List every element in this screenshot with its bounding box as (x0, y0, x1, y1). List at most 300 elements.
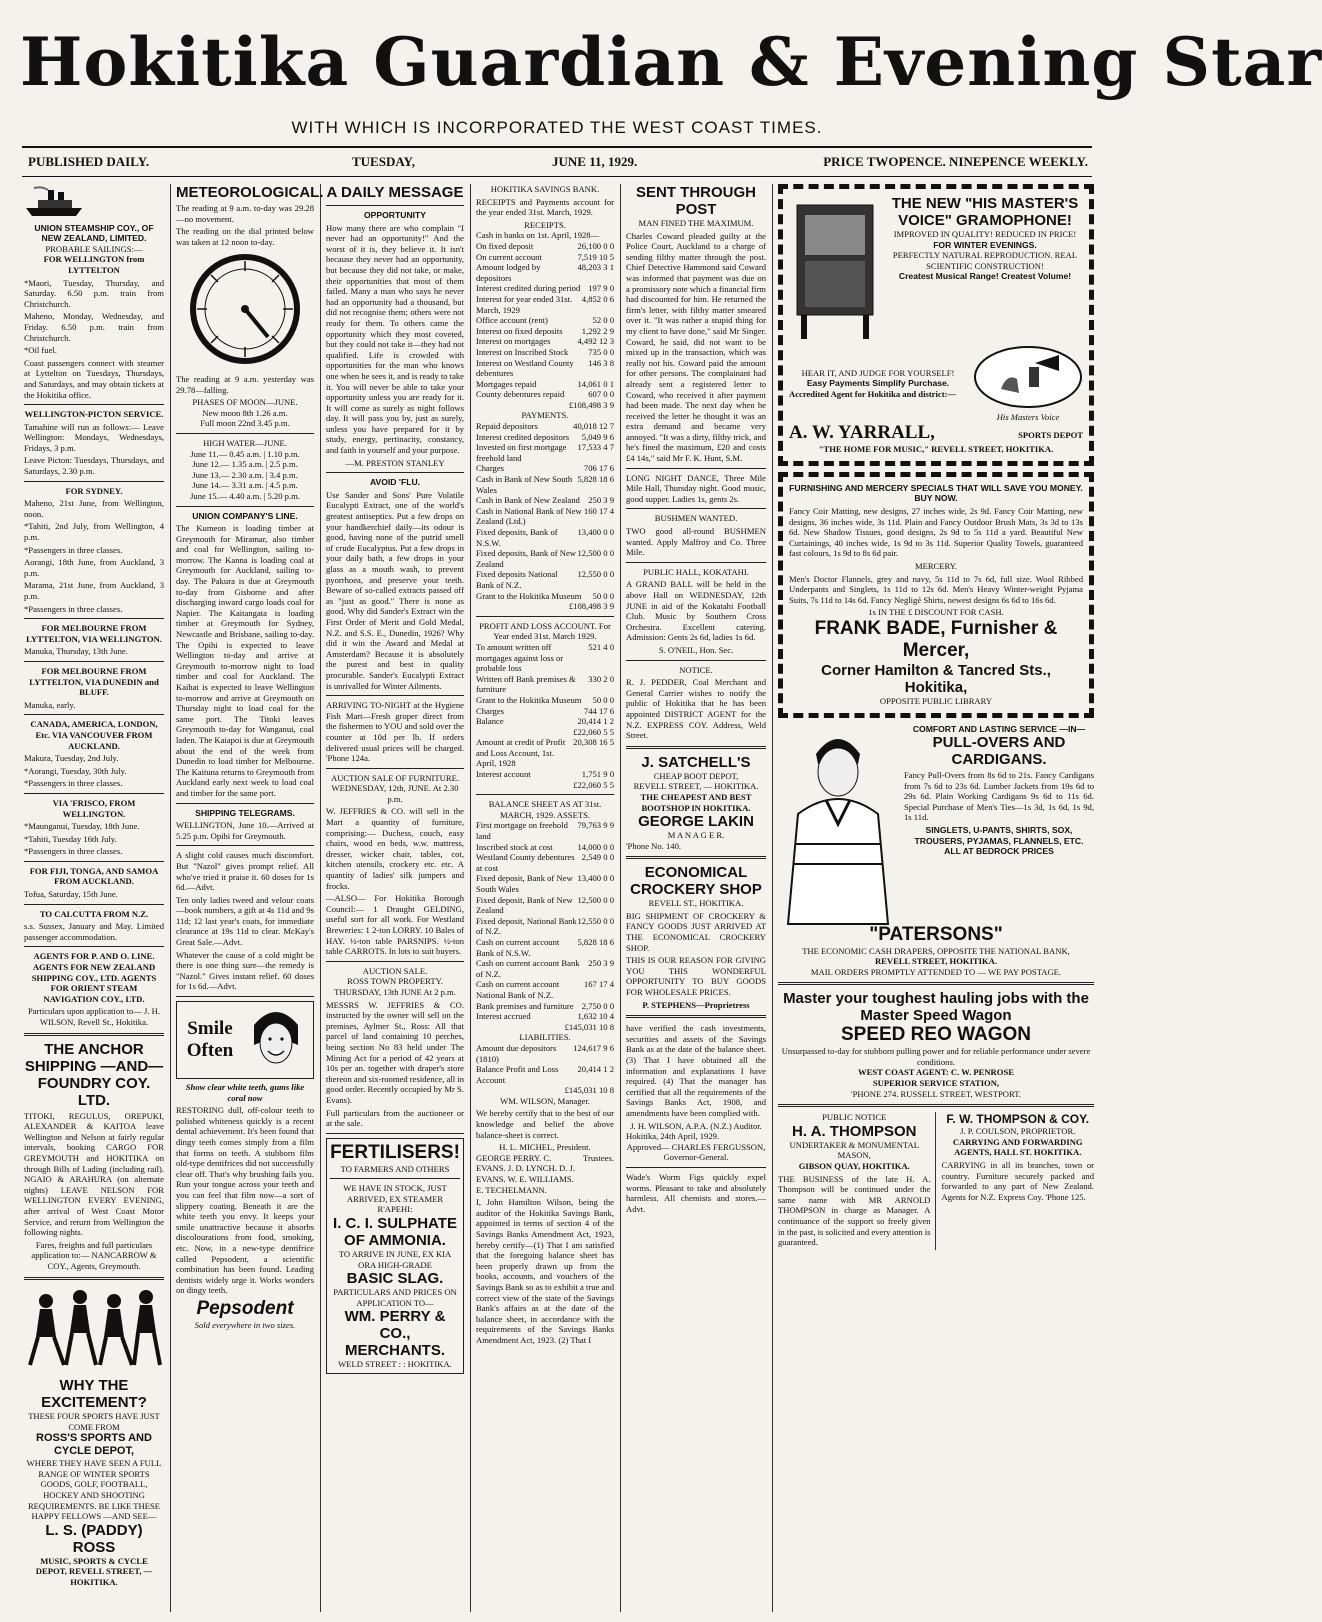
account-amount: 197 9 0 (588, 283, 614, 294)
shipping-telegrams-heading: SHIPPING TELEGRAMS. (195, 807, 295, 818)
patersons-line: SINGLETS, U-PANTS, SHIRTS, SOX, TROUSERS, PYJAMAS, FLANNELS, ETC. (914, 825, 1084, 846)
account-label: Amount at credit of Profit and Loss Account, 1st. April, 1928 (476, 737, 566, 769)
high-water-heading: HIGH WATER—JUNE. (203, 437, 287, 448)
account-row (476, 895, 614, 916)
account-amount: 744 17 6 (583, 705, 614, 716)
account-row (476, 442, 614, 463)
account-label: Charges (476, 705, 505, 716)
ross-line: THESE FOUR SPORTS HAVE JUST COME FROM (28, 1411, 160, 1432)
account-row (476, 1043, 614, 1064)
moon-heading: PHASES OF MOON—JUNE. (192, 397, 298, 408)
fertilisers-merchant: WM. PERRY & CO., MERCHANTS. (344, 1308, 446, 1360)
account-label: Interest on mortgages (476, 336, 551, 347)
account-amount: 20,308 16 5 (573, 737, 614, 748)
man-in-pullover-illustration (778, 724, 898, 924)
notice-heading: NOTICE. (679, 664, 713, 675)
account-row (476, 820, 614, 841)
account-amount: 167 17 4 (583, 979, 614, 990)
lakin-title: M A N A G E R. (667, 830, 725, 841)
avoid-flu-text: Use Sander and Sons' Pure Volatile Eucalypti Extract, one of the world's greatest antiseptics. Put a few drops on your handkerchief daily—its odour is good, having none of the putrid smell of crude Eucalyptus. Put a few drops in your daily bath, a few drops in your glass as a mouth wash, to prevent pyorrhoea, and preserve your teeth. Beware of so-called extracts passed off as "just as good." There is none as good. Why did Sander's Extract win the First Order of Merit and Gold Medal, N.Z. and S.S. E., Dunedin, 1926? Why did it win the Award and Medal at Amsterdam? Because it is absolutely the purest and best in quality procurable. Sander's Eucalypti Extract is unrivalled for Winter Ailments. (326, 489, 464, 691)
auction-heading: AUCTION SALE OF FURNITURE. (331, 772, 459, 783)
sailing-text: Marama, 21st June, from Auckland, 3 p.m. (24, 580, 164, 601)
account-label: Interest credited during period (476, 283, 581, 294)
account-label: County debentures repaid (476, 389, 565, 400)
satchell-heading: J. SATCHELL'S (641, 753, 751, 771)
sailing-text: *Passengers in three classes. (24, 603, 123, 614)
account-row (476, 283, 614, 294)
account-label: Interest on Inscribed Stock (476, 346, 569, 357)
hmv-logo-caption: His Masters Voice (996, 411, 1060, 422)
auction-also: —ALSO— For Hokitika Borough Council:— 1 Draught GELDING, useful sort for all work. For Westland Breweries: 1 2-ton LORRY. 10 Bales of HAY. ½-ton table PARSNIPS. ½-ton table CARROTS. In lots to suit buyers. (326, 893, 464, 957)
account-row (476, 421, 614, 432)
bade-mercery-heading: MERCERY. (914, 560, 958, 571)
account-amount: 7,519 10 5 (577, 251, 614, 262)
account-label: On current account (476, 251, 542, 262)
patersons-line: COMFORT AND LASTING SERVICE —IN— (912, 723, 1086, 734)
union-line-heading: UNION COMPANY'S LINE. (192, 510, 298, 521)
section-heading: TO CALCUTTA FROM N.Z. (39, 908, 149, 919)
account-amount: 20,414 1 2 (577, 1064, 614, 1075)
fw-thompson-text: CARRYING in all its branches, town or country. Furniture securely packed and forwarded to any part of New Zealand. Agents for N.Z. Express Coy. 'Phone 125. (941, 1160, 1094, 1202)
fertilisers-line: TO FARMERS AND OTHERS (340, 1163, 450, 1174)
auditor-date: Hokitika, 24th April, 1929. (626, 1131, 720, 1142)
gramophone-line: IMPROVED IN QUALITY! REDUCED IN PRICE! (893, 229, 1077, 239)
balance-sheet-heading: BALANCE SHEET AS AT 31st. MARCH, 1929. ASSETS. (488, 799, 602, 820)
fish-mart-text: ARRIVING TO-NIGHT at the Hygiene Fish Mart—Fresh groper direct from the fishermen to YOU and sold over the counter at 10d per lb. If orders delivered usual prices will be charged. 'Phone 124a. (326, 700, 464, 764)
payments-table (476, 421, 614, 612)
account-row (476, 979, 614, 1000)
fw-thompson-advert (942, 1112, 1095, 1250)
account-amount: 1,751 9 0 (581, 769, 614, 780)
fertilisers-product: BASIC SLAG. (346, 1270, 444, 1288)
gramophone-advert (778, 184, 1094, 466)
bade-list: Men's Doctor Flannels, grey and navy, 5s 11d to 7s 6d, full size. Wool Ribbed Underpants and Singlets, 1s 11d to 12s 6d. Men's Heavy Winter-weight Pyjama Suits, 7s 11d to 14s 6d. Fancy Negligé Shirts, newest designs 6s 6d to 16s 6d. (789, 573, 1083, 605)
gramophone-line: Easy Payments Simplify Purchase. (806, 378, 950, 389)
account-row (476, 358, 614, 379)
account-amount: 40,018 12 7 (573, 421, 614, 432)
account-row (476, 506, 614, 527)
section-heading: FOR WELLINGTON from LYTTELTON (43, 254, 145, 275)
pepsodent-advert (176, 1001, 314, 1079)
account-amount: 12,550 0 0 (577, 915, 614, 926)
pepsodent-text: RESTORING dull, off-colour teeth to polished whiteness quickly is a recent dental achievement. It's been found that dingy teeth comes simply from a film that forms on teeth. A stubborn film old-type dentifrices did not successfully clear off. That's why brushing fails you. Run your tongue across your teeth and you can feel that film now—a sort of slippery coating. Beneath it are the white teeth you envy. It keeps your smile unattractive because it absorbs discolourations from food, smoking, etc. Now, in a new-type dentifrice called Pepsodent, a scientific combination has been found. Leading dentists widely urge it. Works wonders on dingy teeth. (176, 1105, 314, 1296)
account-amount: £22,060 5 5 (573, 779, 614, 790)
account-amount: 17,533 4 7 (577, 442, 614, 453)
account-row (476, 241, 614, 252)
his-masters-voice-logo-icon (973, 345, 1083, 409)
gramophone-cabinet-illustration (789, 195, 881, 345)
patersons-heading: PULL-OVERS AND CARDIGANS. (932, 734, 1066, 769)
gramophone-heading: THE NEW "HIS MASTER'S VOICE" GRAMOPHONE! (891, 195, 1079, 229)
sailing-text: Leave Picton: Tuesdays, Thursdays, and Saturdays, 2.30 p.m. (24, 455, 164, 477)
column-advertisements (778, 184, 1094, 1612)
satchell-line: CHEAP BOOT DEPOT, (653, 770, 739, 781)
account-label: Amount due depositors (1810) (476, 1042, 557, 1064)
account-row (476, 1022, 614, 1033)
account-amount: 20,414 1 2 (577, 716, 614, 727)
sailing-text: Manuka, Thursday, 13th June. (24, 646, 128, 657)
account-row (476, 252, 614, 263)
opportunity-heading: OPPORTUNITY (363, 210, 427, 220)
account-amount: 1,292 2 9 (581, 325, 614, 336)
lakin-name: GEORGE LAKIN (638, 813, 754, 831)
reo-line: Unsurpassed to-day for stubborn pulling power and for reliable performance under severe conditions. (781, 1046, 1091, 1067)
bade-discount: 1s IN THE £ DISCOUNT FOR CASH. (868, 607, 1004, 618)
thompson-advert (778, 1112, 936, 1250)
anchor-heading: THE ANCHOR SHIPPING —AND— FOUNDRY COY. LTD. (24, 1040, 164, 1109)
crockery-text: THIS IS OUR REASON FOR GIVING YOU THIS WONDERFUL OPPORTUNITY TO BUY GOODS FOR WHOLESALE PRICES. (626, 955, 766, 998)
dateline (22, 154, 1092, 174)
account-amount: £145,031 10 8 (564, 1085, 614, 1096)
bade-location: OPPOSITE PUBLIC LIBRARY (879, 695, 993, 706)
account-label: Interest for year ended 31st. March, 1929 (476, 293, 573, 315)
account-row (476, 937, 614, 958)
masthead (0, 0, 1322, 170)
auditor-text: I, John Hamilton Wilson, being the auditor of the Hokitika Savings Bank, appointed in terms of section 4 of the Savings Banks Amendment Act, 1923, hereby certify—(1) That I am satisfied that the foregoing balance sheet has been properly drawn up from the books, accounts, and vouchers of the Savings Bank so as to exhibit a true and correct view of the state of the Savings Bank's affairs as at the date of the balance sheet, in accordance with the requirements of the Savings Banks Amendment Act, 1923. (2) That I (476, 1197, 614, 1345)
sailing-text: *Oil fuel. (24, 345, 57, 356)
avoid-flu-heading: AVOID 'FLU. (369, 477, 421, 488)
account-label: Mortgages repaid (476, 378, 537, 389)
auction-sale-heading: AUCTION SALE. (362, 965, 428, 976)
masthead-title: Hokitika Guardian & Evening Star (20, 23, 1322, 101)
reo-station: SUPERIOR SERVICE STATION, (872, 1078, 1000, 1089)
account-amount: 124,617 9 6 (573, 1042, 614, 1053)
high-water-row: June 12.— 1.35 a.m. | 2.5 p.m. (192, 459, 298, 470)
account-amount: £22,060 5 5 (573, 726, 614, 737)
account-label: Interest accrued (476, 1011, 531, 1022)
dance-notice: LONG NIGHT DANCE, Three Mile Mile Hall, Thursday night. Good music, good supper. Ladies 1s, gents 2s. (626, 472, 766, 504)
moon-phase: Full moon 22nd 3.45 p.m. (200, 418, 290, 429)
account-row (476, 527, 614, 548)
liabilities-table (476, 1043, 614, 1096)
fertilisers-line: TO ARRIVE IN JUNE, EX KIA ORA HIGH-GRADE (338, 1249, 452, 1270)
account-row (476, 315, 614, 326)
thompson-address: GIBSON QUAY, HOKITIKA. (798, 1161, 910, 1172)
account-label: Cash on current account National Bank of N.Z. (476, 979, 560, 1000)
advert-text: A slight cold causes much discomfort. But "Nazol" gives prompt relief. All who've tried it praise it. 60 doses for 1s 6d.—Advt. (176, 850, 314, 893)
account-label: Cash on current account Bank of N.S.W. (476, 936, 560, 958)
account-amount: 607 0 0 (588, 389, 614, 400)
sailing-text: *Maori, Tuesday, Thursday, and Saturday. 6.50 p.m. train from Christchurch. (24, 277, 164, 309)
account-label: Interest credited depositors (476, 431, 570, 442)
account-amount: 14,061 0 1 (577, 378, 614, 389)
agents-contact: Particulars upon application to— J. H. WILSON, Revell St., Hokitika. (28, 1006, 160, 1027)
anchor-fares: Fares, freights and full particulars application to:— NANCARROW & COY., Agents, Greymouth. (31, 1239, 157, 1271)
account-label: Balance Profit and Loss Account (476, 1064, 559, 1085)
account-row (476, 780, 614, 791)
account-amount: 5,828 18 6 (577, 936, 614, 947)
met-text: The reading at 9 a.m. to-day was 29.28—no movement. (176, 203, 314, 224)
payments-heading: PAYMENTS. (521, 410, 569, 421)
notice-text: R. J. PEDDER, Coal Merchant and General Carrier wishes to notify the public of Hokitika that he has been appointed DISTRICT AGENT for the N.Z. EXPRESS COY. Address, Weld Street. (626, 677, 766, 741)
sailing-text: Manuka, early. (24, 699, 76, 710)
gramophone-line: Accredited Agent for Hokitika and district:— (789, 388, 957, 399)
account-row (476, 474, 614, 495)
satchell-line: THE CHEAPEST AND BEST BOOTSHOP IN HOKITIKA. (640, 791, 752, 813)
account-row (476, 262, 614, 283)
column-daily-message (326, 184, 464, 1612)
high-water-row: June 11.— 0.45 a.m. | 1.10 p.m. (190, 448, 300, 459)
section-heading: FOR FIJI, TONGA, AND SAMOA FROM AUCKLAND. (29, 865, 159, 887)
bushmen-text: TWO good all-round BUSHMEN wanted. Apply Malfroy and Co. Three Mile. (626, 526, 766, 558)
sailing-text: *Aorangi, Tuesday, 30th July. (24, 765, 127, 776)
account-row (476, 1064, 614, 1085)
ross-heading: ROSS'S SPORTS AND CYCLE DEPOT, (36, 1432, 152, 1458)
sailing-text: *Tahiti, 2nd July, from Wellington, 4 p.m. (24, 521, 164, 543)
anchor-body: TITOKI, REGULUS, OREPUKI, ALEXANDER & KAITOA leave Wellington and Nelson at fairly regular intervals, booking CARGO FOR GREYMOUTH and HOKITIKA on through Bills of Lading (including rail). NGAIO & ARAHURA (on alternate nights) LEAVE NELSON FOR WELLINGTON EVERY EVENING, after arrival of West Coast Motor Service, and return from Wellington the following nights. (24, 1110, 164, 1238)
barometer-dial-icon (176, 249, 314, 369)
fertilisers-heading: FERTILISERS! (330, 1141, 460, 1163)
account-row (476, 495, 614, 506)
patersons-list: Fancy Pull-Overs from 8s 6d to 21s. Fancy Cardigans from 7s 6d to 23s 6d. Lumber Jackets from 19s 6d to 29s 6d. Plain Working Cardigans 9s 6d to 11s 6d. Special Purchase of Men's Ties—1s 3d, 1s 6d, 1s 9d, 1s 11d. (904, 770, 1094, 823)
account-row (476, 294, 614, 315)
account-label: Invested on first mortgage freehold land (476, 442, 567, 463)
union-line-text: The Kumeon is loading timber at Greymouth for Miramar, also timber and coal for Wellington, sailing to-morrow. The Kanna is loading coal at Greymouth for Auckland, sailing to-day. The Pakura is due at Greymouth to-day from Gisborne and after discharging inward cargo loads coal for Napier. The Kaitangata is loading timber at Greymouth for Sydney, Newcastle and Brisbane, sailing to-day. The Opihi is expected to leave Wellington to-day and arrive at Greymouth to-morrow night to load timber and coal for Auckland. The Kaihai is expected to leave Wellington to-morrow and arrive at Greymouth on Thursday night to load coal for the same port. The Titoki leaves Greymouth to-day for Wanganui, coal laden. The Kaiapoi is due at Greymouth about the end of the week from Dunedin to load timber for Melbourne. The Kaituna returns to Greymouth from Auckland early next week to load coal and timber for the same port. (176, 523, 314, 798)
crockery-heading: ECONOMICAL CROCKERY SHOP (630, 864, 762, 899)
profit-loss-table (476, 642, 614, 790)
yarrall-depot: SPORTS DEPOT (1018, 430, 1083, 441)
account-label: Interest on fixed deposits (476, 325, 563, 336)
patersons-advert (778, 724, 1094, 978)
fertilisers-address: WELD STREET : : HOKITIKA. (338, 1359, 452, 1370)
trustees-label: Trustees. (583, 1152, 614, 1163)
auditor-continued: have verified the cash investments, securities and assets of the Savings Bank as at the date of the balance sheet. (3) That I have obtained all the information and explanations I have required. (4) That the manager has certified that all the requirements of the Savings Banks Act, 1908, and amendments have been complied with. (626, 1023, 766, 1118)
account-amount: 160 17 4 (583, 505, 614, 516)
account-amount: 330 2 0 (588, 673, 614, 684)
crockery-text: BIG SHIPMENT OF CROCKERY & FANCY GOODS JUST ARRIVED AT THE ECONOMICAL CROCKERY SHOP. (626, 910, 766, 953)
account-row (476, 769, 614, 780)
thompson-trade: UNDERTAKER & MONUMENTAL MASON, (789, 1139, 919, 1161)
section-heading: CANADA, AMERICA, LONDON, Etc. VIA VANCOUVER FROM AUCKLAND. (30, 719, 158, 751)
account-label: Cash in banks on 1st. April, 1928— (476, 230, 600, 241)
ross-body: WHERE THEY HAVE SEEN A FULL RANGE OF WINTER SPORTS GOODS, GOLF, FOOTBALL, HOCKEY AND SHOOTING REQUIREMENTS. BE LIKE THESE HAPPY FELLOWS —AND SEE— (26, 1458, 162, 1522)
smiling-woman-illustration (244, 1005, 308, 1075)
sailing-text: Tofua, Saturday, 15th June. (24, 889, 118, 900)
bushmen-heading: BUSHMEN WANTED. (654, 513, 738, 524)
account-amount: £108,498 3 9 (568, 601, 614, 612)
account-label: Cash in Bank of New South Wales (476, 474, 573, 495)
account-row (476, 230, 614, 241)
account-amount: 4,492 12 3 (577, 336, 614, 347)
savings-bank-heading: HOKITIKA SAVINGS BANK. (490, 184, 600, 194)
account-row (476, 958, 614, 979)
daily-message-author: —M. PRESTON STANLEY (345, 457, 445, 468)
satchell-line: REVELL STREET, — HOKITIKA. (633, 781, 759, 792)
sent-through-post-text: Charles Coward pleaded guilty at the Police Court, Auckland to a charge of sending filthy matter through the post. Chief Detective Hammond said Coward was informed that payment was due on a promissory note which a financial firm had discounted for him. He returned the firm's letter, with filthy matter smeared over it. "It was rather a stupid thing for my client to have done," said Mr Singer. Coward, he said, did not want to be mixed up in the transaction, which was really not his. Coward paid the amount for other persons. The complainant had already sent a registered letter to Coward, who received it after payment had been made. The next day when he received the letter he thought it was an extra demand and became very annoyed. "It was a dirty, filthy trick, and he's fined the maximum, £20 and costs £4 14s," said Mr F. K. Hunt, S.M. (626, 230, 766, 464)
thompson-text: THE BUSINESS of the late H. A. Thompson will be continued under the same name with MR ARNOLD THOMPSON in charge as Manager. A continuance of the support so freely given in the past, is solicited and every attention is guaranteed. (778, 1173, 931, 1248)
account-amount: 2,750 0 0 (581, 1000, 614, 1011)
auction-property: ROSS TOWN PROPERTY. (347, 976, 443, 987)
worm-figs-advert: Wade's Worm Figs quickly expel worms. Pleasant to take and absolutely harmless. All chemists and stores.—Advt. (626, 1171, 766, 1214)
crockery-proprietor: P. STEPHENS—Proprietress (642, 999, 750, 1010)
account-amount: 4,852 0 6 (581, 293, 614, 304)
sailing-text: Tamahine will run as follows:— Leave Wellington: Mondays, Wednesdays, Fridays, 3 p.m. (24, 421, 164, 453)
patersons-line: ALL AT BEDROCK PRICES (944, 846, 1054, 857)
reo-wagon-advert (778, 990, 1094, 1099)
account-amount: 52 0 0 (592, 315, 614, 326)
gramophone-line: Createst Musical Range! Createst Volume! (898, 271, 1072, 282)
account-row (476, 737, 614, 769)
account-label: Inscribed stock at cost (476, 841, 553, 852)
governor-approval: Approved— CHARLES FERGUSSON, Governor-General. (626, 1141, 766, 1163)
column-meteorological (176, 184, 324, 1612)
sailing-text: Maheno, Monday, Wednesday, and Friday. 6.50 p.m. train from Christchurch. (24, 311, 164, 343)
auction-text: MESSRS W. JEFFRIES & CO. instructed by the owner will sell on the premises, Aylmer St., Ross: All that parcel of land containing 10 perches, being section No 83 held under The Mining Act for a period of 42 years at 10s per an. together with draper's store thereon and six-roomed residence, all in good order. Recently occupied by Mr S. Evans). (326, 999, 464, 1105)
high-water-row: June 14.— 3.31 a.m. | 4.5 p.m. (192, 480, 298, 491)
account-row (476, 842, 614, 853)
reo-agent: WEST COAST AGENT: C. W. PENROSE (858, 1067, 1014, 1078)
masthead-rule-bottom (22, 176, 1092, 177)
sailing-text: Maheno, 21st June, from Wellington, noon. (24, 498, 164, 519)
account-label: Fixed deposit, National Bank of N.Z. (476, 915, 577, 937)
bade-address: Corner Hamilton & Tancred Sts., Hokitika, (821, 661, 1051, 696)
fw-thompson-name: F. W. THOMPSON & COY. (946, 1112, 1090, 1127)
patersons-line: REVELL STREET, HOKITIKA. (874, 956, 998, 967)
reo-name: SPEED REO WAGON (840, 1024, 1032, 1046)
account-label: Cash in National Bank of New Zealand (Ltd.) (476, 505, 582, 527)
sailing-text: Aorangi, 18th June, from Auckland, 3 p.m. (24, 557, 164, 578)
account-row (476, 601, 614, 612)
fw-thompson-proprietor: J. P. COULSON, PROPRIETOR. (960, 1126, 1076, 1137)
smile-heading: Smile Often (186, 1018, 234, 1062)
auction-particulars: Full particulars from the auctioneer or at the sale. (326, 1107, 464, 1129)
account-row (476, 642, 614, 674)
certification-text: We hereby certify that to the best of our knowledge and belief the above balance-sheet is correct. (476, 1108, 614, 1140)
account-label: Cash on current account Bank of N.Z. (476, 958, 580, 979)
auction-text: W. JEFFRIES & CO. will sell in the Mart a quantity of furniture, comprising:— Duchess, couch, easy chairs, wood en beds, w.w. mattress, dresser, wicker chair, tables, cot, kitchen utensils, crockery etc. etc. A quantity of ladies' silk jumpers and frocks. (326, 806, 464, 891)
reo-address: 'PHONE 274. RUSSELL STREET, WESTPORT. (851, 1088, 1021, 1099)
account-label: Interest on Westland County debentures (476, 357, 574, 379)
ball-heading: PUBLIC HALL, KOKATAHI. (643, 566, 749, 577)
account-row (476, 347, 614, 358)
sailing-text: *Tahiti, Tuesday 16th July. (24, 833, 117, 844)
account-label: On fixed deposit (476, 240, 534, 251)
account-row (476, 432, 614, 443)
account-label: Grant to the Hokitika Museum (476, 590, 582, 601)
smile-subheading: Show clear white teeth, gums like coral now (185, 1082, 305, 1103)
account-row (476, 591, 614, 602)
section-heading: FOR SYDNEY. (65, 485, 123, 496)
fw-thompson-line: CARRYING AND FORWARDING AGENTS, HALL ST. HOKITIKA. (952, 1136, 1083, 1158)
column-divider (772, 184, 773, 1612)
account-label: Office account (rent) (476, 315, 548, 326)
account-row (476, 695, 614, 706)
section-heading: FOR MELBOURNE FROM LYTTELTON, VIA DUNEDIN and BLUFF. (29, 665, 159, 698)
sailing-text: *Passengers in three classes. (24, 544, 123, 555)
account-amount: 521 4 0 (588, 641, 614, 652)
account-label: Interest account (476, 769, 531, 780)
account-row (476, 548, 614, 569)
bade-list: Fancy Coir Matting, new designs, 27 inches wide, 2s 9d. Fancy Coir Matting, new designs, 36 inches wide, 3s 11d. Plain and Fancy Outdoor Brush Mats, 3s 3d to 13s 6d. New Shadow Tissues, good designs, 2s 9d to 5s 11d a yard. Beautiful New Curtainings, 40 inches wide, 1s 9d to 3s 11d. Superior Quality Towels, guaranteed fast colours, 1s 9d to 8s 6d pair. (789, 505, 1083, 559)
section-heading: FOR MELBOURNE FROM LYTTELTON, VIA WELLINGTON. (26, 623, 162, 644)
patersons-line: MAIL ORDERS PROMPTLY ATTENDED TO — WE PAY POSTAGE. (810, 966, 1062, 977)
fertilisers-line: WE HAVE IN STOCK, JUST ARRIVED, EX STEAMER R'APEHI: (343, 1183, 447, 1215)
sports-figures-illustration (24, 1285, 164, 1375)
sent-through-post-heading: SENT THROUGH POST (636, 184, 756, 218)
account-row (476, 727, 614, 738)
agents-text: AGENTS FOR P. AND O. LINE. AGENTS FOR NEW ZEALAND SHIPPING COY., LTD. AGENTS FOR ORIENT STEAM NAVIGATION COY., LTD. (31, 951, 157, 1004)
account-label: Bank premises and furniture (476, 1000, 574, 1011)
account-amount: 250 3 9 (588, 958, 614, 969)
section-heading: WELLINGTON-PICTON SERVICE. (24, 409, 164, 420)
profit-loss-heading: PROFIT AND LOSS ACCOUNT. For Year ended 31st. March 1929. (479, 620, 611, 642)
account-label: To amount written off mortgages against loss or probable loss (476, 641, 564, 674)
account-label: Fixed deposit, Bank of New Zealand (476, 894, 573, 916)
daily-message-heading: A DAILY MESSAGE (326, 184, 464, 201)
account-amount: 13,400 0 0 (577, 527, 614, 537)
account-amount: £145,031 10 8 (564, 1021, 614, 1032)
day-label: TUESDAY, (352, 154, 415, 169)
account-amount: 13,400 0 0 (577, 873, 614, 884)
account-amount: 14,000 0 0 (577, 841, 614, 852)
yarrall-name: A. W. YARRALL, (789, 422, 935, 444)
account-amount: 50 0 0 (592, 590, 614, 601)
patersons-line: THE ECONOMIC CASH DRAPERS, OPPOSITE THE NATIONAL BANK, (802, 945, 1070, 956)
steamship-icon (24, 184, 84, 218)
account-amount: 250 3 9 (588, 495, 614, 506)
account-amount: 5,828 18 6 (577, 474, 614, 485)
account-row (476, 336, 614, 347)
ross-address: MUSIC, SPORTS & CYCLE DEPOT, REVELL STREET, — HOKITIKA. (35, 1555, 153, 1588)
public-notice-heading: PUBLIC NOTICE (822, 1112, 887, 1123)
receipts-heading: RECEIPTS. (524, 219, 566, 230)
met-text: The reading on the dial printed below was taken at 12 noon to-day. (176, 226, 314, 247)
met-text: The reading at 9 a.m. yesterday was 29.78—falling. (176, 373, 314, 395)
account-label: Amount lodged by depositors (476, 262, 541, 283)
crockery-address: REVELL ST., HOKITIKA. (648, 898, 744, 909)
masthead-subtitle: WITH WHICH IS INCORPORATED THE WEST COAST TIMES. (291, 118, 823, 137)
column-divider (320, 184, 321, 1612)
sailing-text: *Passengers in three classes. (24, 846, 123, 857)
fertilisers-product: I. C. I. SULPHATE OF AMMONIA. (333, 1215, 457, 1250)
frank-bade-advert (778, 472, 1094, 718)
lakin-phone: 'Phone No. 140. (626, 840, 682, 851)
pepsodent-sold: Sold everywhere in two sizes. (194, 1319, 296, 1330)
account-row (476, 706, 614, 717)
account-amount: 735 0 0 (588, 346, 614, 357)
president-signature: H. L. MICHEL, President. (499, 1142, 591, 1153)
account-amount: £108,498 3 9 (568, 399, 614, 410)
account-label: First mortgage on freehold land (476, 820, 568, 842)
account-row (476, 379, 614, 390)
gramophone-line: FOR WINTER EVENINGS. (933, 239, 1037, 250)
account-amount: 2,549 0 0 (581, 852, 614, 863)
column-shipping (24, 184, 164, 1612)
account-label: Fixed deposit, Bank of New South Wales (476, 873, 573, 894)
advert-text: Ten only ladies tweed and velour coats—book numbers, a gift at 4s 11d and 9s 11d; 12 last year's coats, for immediate clearance at 19s 11d to clear. McKay's Great Sale.—Advt. (176, 894, 314, 948)
account-label: Repaid depositors (476, 421, 538, 432)
met-heading: METEOROLOGICAL. (176, 184, 324, 201)
column-divider (620, 184, 621, 1612)
ross-name: L. S. (PADDY) ROSS (45, 1521, 143, 1556)
account-amount: 146 3 8 (588, 357, 614, 368)
masthead-rule-top (22, 146, 1092, 148)
account-label: Cash in Bank of New Zealand (476, 495, 580, 506)
column-savings-bank (476, 184, 614, 1612)
account-row (476, 463, 614, 474)
account-amount: 706 17 6 (583, 463, 614, 474)
account-row (476, 326, 614, 337)
account-row (476, 1011, 614, 1022)
patersons-name: "PATERSONS" (869, 923, 1003, 945)
sailing-text: Coast passengers connect with steamer at Lyttelton on Tuesdays, Thursdays, and Saturdays, and may obtain tickets at the Hokitika office. (24, 357, 164, 400)
column-divider (470, 184, 471, 1612)
auction-date: THURSDAY, 13th JUNE At 2 p.m. (334, 986, 456, 997)
account-label: Grant to the Hokitika Museum (476, 694, 582, 705)
account-row (476, 1085, 614, 1096)
trustees-list: GEORGE PERRY. C. EVANS. J. D. LYNCH. D. J. EVANS. W. E. WILLIAMS. E. TECHELMANN. (476, 1152, 576, 1195)
shipping-telegrams-text: WELLINGTON, June 10.—Arrived at 5.25 p.m. Opihi for Greymouth. (176, 820, 314, 841)
